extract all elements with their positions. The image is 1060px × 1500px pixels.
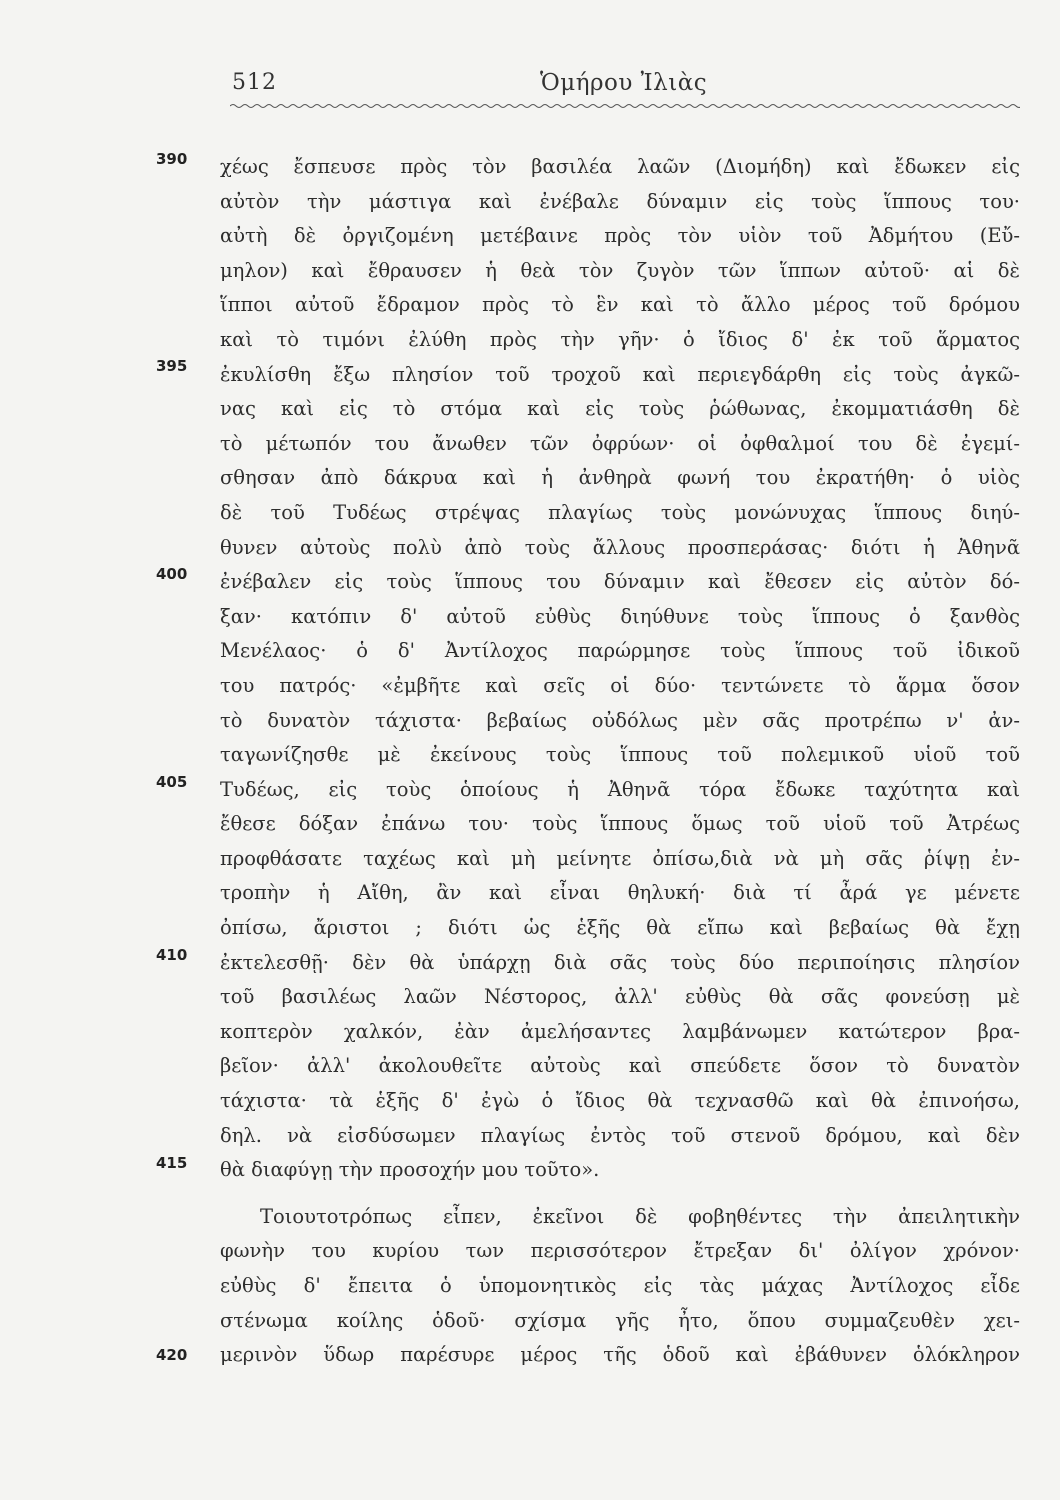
text-line: κοπτερὸν χαλκόν, ἐὰν ἀμελήσαντες λαμβάνωμεν κατώτερον βρα-	[220, 1019, 1020, 1043]
paragraph-gap	[220, 1188, 1020, 1200]
text-line: καὶ τὸ τιμόνι ἐλύθη πρὸς τὴν γῆν· ὁ ἴδιος δ' ἐκ τοῦ ἅρματος	[220, 327, 1020, 351]
text-line: θυνεν αὐτοὺς πολὺ ἀπὸ τοὺς ἄλλους προσπεράσας· διότι ἡ Ἀθηνᾶ	[220, 535, 1020, 559]
text-line: στένωμα κοίλης ὁδοῦ· σχίσμα γῆς ἦτο, ὅπου συμμαζευθὲν χει-	[220, 1308, 1020, 1332]
text-line: ταγωνίζησθε μὲ ἐκείνους τοὺς ἵππους τοῦ πολεμικοῦ υἱοῦ τοῦ	[220, 743, 1020, 767]
line-number-420: 420	[156, 1346, 188, 1364]
text-line: τοῦ βασιλέως λαῶν Νέστορος, ἀλλ' εὐθὺς θὰ σᾶς φονεύσῃ μὲ	[220, 985, 1020, 1009]
line-number-405: 405	[156, 773, 188, 791]
paragraph-1	[220, 150, 1020, 1188]
line-number-410: 410	[156, 946, 188, 964]
text-line: θὰ διαφύγῃ τὴν προσοχήν μου τοῦτο».	[220, 1158, 600, 1182]
text-line: μηλον) καὶ ἔθραυσεν ἡ θεὰ τὸν ζυγὸν τῶν ἵππων αὐτοῦ· αἱ δὲ	[220, 258, 1020, 282]
text-line: βεῖον· ἀλλ' ἀκολουθεῖτε αὐτοὺς καὶ σπεύδετε ὅσον τὸ δυνατὸν	[220, 1054, 1020, 1078]
text-line: Τυδέως, εἰς τοὺς ὁποίους ἡ Ἀθηνᾶ τόρα ἔδωκε ταχύτητα καὶ	[220, 777, 1020, 801]
text-line: φωνὴν του κυρίου των περισσότερον ἔτρεξαν δι' ὀλίγον χρόνον·	[220, 1239, 1020, 1263]
text-line: ἵπποι αὐτοῦ ἔδραμον πρὸς τὸ ἓν καὶ τὸ ἄλλο μέρος τοῦ δρόμου	[220, 293, 1020, 317]
text-line: εὐθὺς δ' ἔπειτα ὁ ὑπομονητικὸς εἰς τὰς μάχας Ἀντίλοχος εἶδε	[220, 1274, 1020, 1297]
text-line: αὐτὸν τὴν μάστιγα καὶ ἐνέβαλε δύναμιν εἰς τοὺς ἵππους του·	[220, 189, 1020, 213]
text-line: σθησαν ἀπὸ δάκρυα καὶ ἡ ἀνθηρὰ φωνή του ἐκρατήθη· ὁ υἱὸς	[220, 466, 1020, 490]
text-line: τροπὴν ἡ Αἴθη, ἂν καὶ εἶναι θηλυκή· διὰ τί ἆρά γε μένετε	[220, 881, 1020, 905]
text-line: δὲ τοῦ Τυδέως στρέψας πλαγίως τοὺς μονώνυχας ἵππους διηύ-	[220, 500, 1020, 524]
text-line: προφθάσατε ταχέως καὶ μὴ μείνητε ὀπίσω,διὰ νὰ μὴ σᾶς ῥίψῃ ἐν-	[220, 846, 1020, 870]
text-line: Τοιουτοτρόπως εἶπεν, ἐκεῖνοι δὲ φοβηθέντες τὴν ἀπειλητικὴν	[260, 1204, 1020, 1228]
text-line: τὸ δυνατὸν τάχιστα· βεβαίως οὐδόλως μὲν σᾶς προτρέπω ν' ἀν-	[220, 708, 1020, 732]
text-line: τάχιστα· τὰ ἑξῆς δ' ἐγὼ ὁ ἴδιος θὰ τεχνασθῶ καὶ θὰ ἐπινοήσω,	[220, 1089, 1020, 1113]
header-wavy-rule	[230, 102, 1020, 110]
line-number-margin	[0, 0, 220, 1500]
text-line: ἐνέβαλεν εἰς τοὺς ἵππους του δύναμιν καὶ ἔθεσεν εἰς αὐτὸν δό-	[220, 570, 1020, 594]
text-line: τὸ μέτωπόν του ἄνωθεν τῶν ὀφρύων· οἱ ὀφθαλμοί του δὲ ἐγεμί-	[220, 431, 1020, 455]
text-line: ἐκυλίσθη ἔξω πλησίον τοῦ τροχοῦ καὶ περιεγδάρθη εἰς τοὺς ἀγκῶ-	[220, 362, 1020, 386]
text-line: αὐτὴ δὲ ὀργιζομένη μετέβαινε πρὸς τὸν υἱὸν τοῦ Ἀδμήτου (Εὔ-	[220, 224, 1020, 248]
text-line: χέως ἔσπευσε πρὸς τὸν βασιλέα λαῶν (Διομήδη) καὶ ἔδωκεν εἰς	[220, 155, 1020, 178]
text-line: νας καὶ εἰς τὸ στόμα καὶ εἰς τοὺς ῥώθωνας, ἐκομματιάσθη δὲ	[220, 397, 1020, 421]
body-text	[220, 150, 1020, 1373]
line-number-395: 395	[156, 357, 188, 375]
text-line: ξαν· κατόπιν δ' αὐτοῦ εὐθὺς διηύθυνε τοὺς ἵππους ὁ ξανθὸς	[220, 604, 1020, 628]
paragraph-2	[220, 1200, 1020, 1373]
text-line: δηλ. νὰ εἰσδύσωμεν πλαγίως ἐντὸς τοῦ στενοῦ δρόμου, καὶ δὲν	[220, 1123, 1020, 1147]
text-line: ἔθεσε δόξαν ἐπάνω του· τοὺς ἵππους ὅμως τοῦ υἱοῦ τοῦ Ἀτρέως	[220, 812, 1020, 836]
line-number-400: 400	[156, 565, 188, 583]
running-title: Ὁμήρου Ἰλιὰς	[540, 70, 708, 96]
line-number-415: 415	[156, 1154, 188, 1172]
line-number-390: 390	[156, 150, 188, 168]
text-line: ἐκτελεσθῇ· δὲν θὰ ὑπάρχῃ διὰ σᾶς τοὺς δύο περιποίησις πλησίον	[220, 950, 1020, 974]
page-number: 512	[232, 70, 277, 95]
text-line: του πατρός· «ἐμβῆτε καὶ σεῖς οἱ δύο· τεντώνετε τὸ ἅρμα ὅσον	[220, 673, 1020, 697]
text-line: ὀπίσω, ἄριστοι ; διότι ὡς ἑξῆς θὰ εἴπω καὶ βεβαίως θὰ ἔχῃ	[220, 916, 1020, 940]
text-line: Μενέλαος· ὁ δ' Ἀντίλοχος παρώρμησε τοὺς ἵππους τοῦ ἰδικοῦ	[220, 639, 1020, 663]
text-line: μερινὸν ὕδωρ παρέσυρε μέρος τῆς ὁδοῦ καὶ ἐβάθυνεν ὁλόκληρον	[220, 1343, 1020, 1367]
